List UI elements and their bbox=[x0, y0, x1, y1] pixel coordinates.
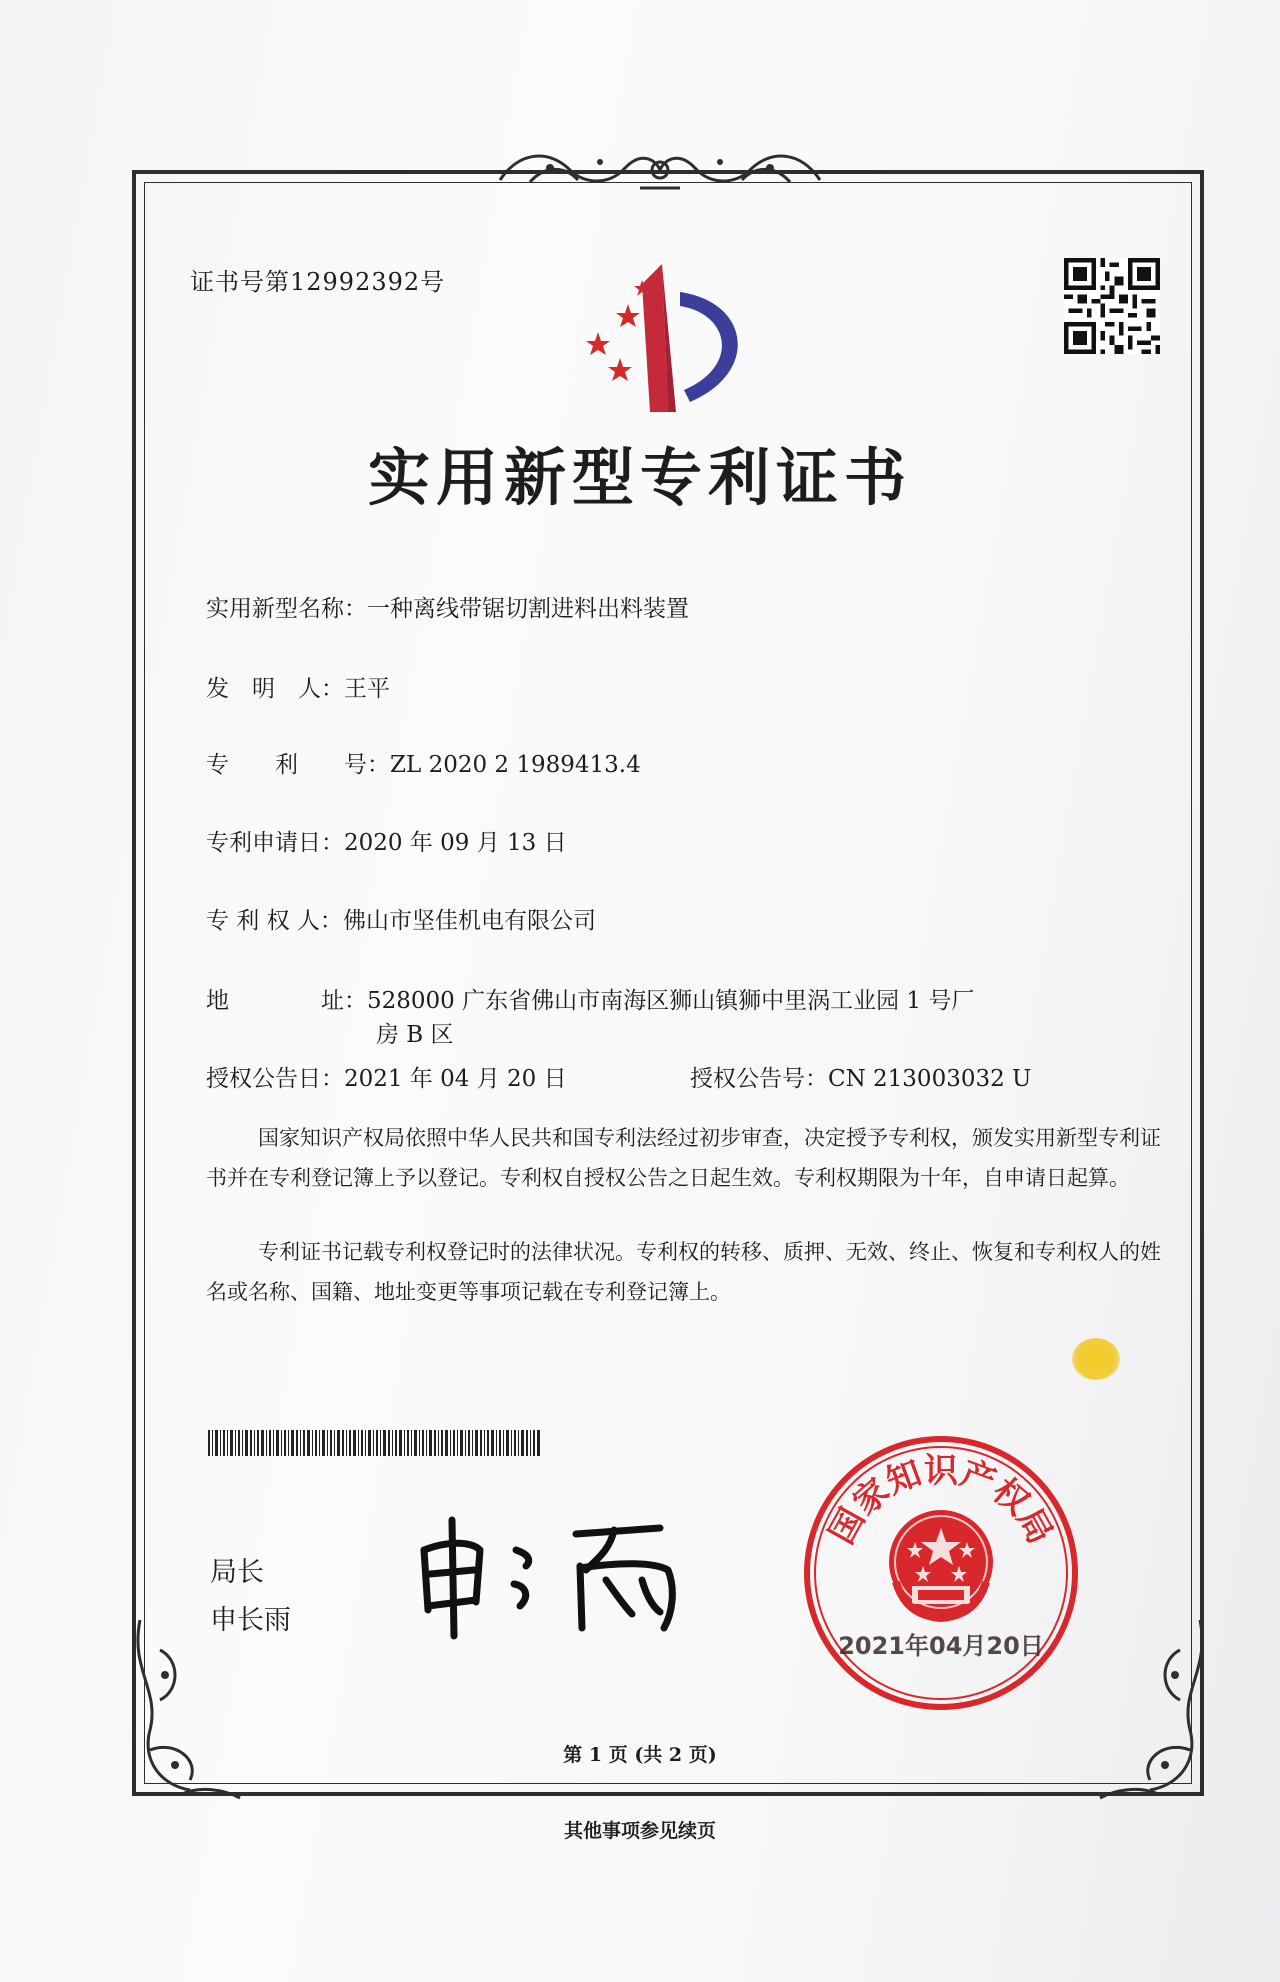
field-label: 发 明 人： bbox=[206, 676, 344, 702]
field-value: 2020 年 09 月 13 日 bbox=[344, 830, 567, 856]
seal-text: 国家知识产权局 bbox=[821, 1451, 1061, 1551]
qr-code-icon bbox=[1064, 258, 1160, 354]
field-label: 授权公告日： bbox=[206, 1066, 344, 1092]
field-label: 授权公告号： bbox=[690, 1066, 828, 1092]
field-value: CN 213003032 U bbox=[828, 1066, 1032, 1092]
signatory-name: 申长雨 bbox=[210, 1605, 291, 1636]
field-utility-model-name bbox=[206, 590, 689, 623]
handwritten-signature-icon bbox=[410, 1510, 700, 1640]
field-patentee bbox=[206, 902, 596, 935]
paper-stain bbox=[1072, 1338, 1120, 1380]
field-value: 王平 bbox=[344, 676, 390, 702]
field-address bbox=[206, 982, 974, 1015]
signatory-title: 局长 bbox=[210, 1557, 264, 1588]
bottom-left-corner-ornament-icon bbox=[120, 1610, 250, 1810]
field-grant-date bbox=[206, 1060, 567, 1093]
field-value: ZL 2020 2 1989413.4 bbox=[390, 752, 641, 778]
field-label: 实用新型名称： bbox=[206, 596, 367, 622]
field-inventor bbox=[206, 670, 390, 703]
field-application-date bbox=[206, 824, 567, 857]
barcode-icon bbox=[208, 1430, 540, 1456]
official-seal-icon bbox=[800, 1432, 1082, 1714]
field-value: 佛山市坚佳机电有限公司 bbox=[342, 908, 596, 934]
field-patent-number bbox=[206, 746, 641, 779]
address-line-2: 房 B 区 bbox=[376, 1022, 454, 1048]
field-label: 专利申请日： bbox=[206, 830, 344, 856]
statement-paragraph-1: 国家知识产权局依照中华人民共和国专利法经过初步审查，决定授予专利权，颁发实用新型专利证书并在专利登记簿上予以登记。专利权自授权公告之日起生效。专利权期限为十年，自申请日起算。 bbox=[206, 1126, 1161, 1190]
certificate-title: 实用新型专利证书 bbox=[367, 441, 912, 514]
footer-note: 其他事项参见续页 bbox=[563, 1820, 716, 1842]
field-value: 一种离线带锯切割进料出料装置 bbox=[367, 596, 689, 622]
field-grant-number bbox=[690, 1060, 1031, 1093]
seal-date: 2021年04月20日 bbox=[838, 1632, 1044, 1660]
top-ornament-icon bbox=[490, 140, 830, 200]
patent-office-logo-icon bbox=[580, 262, 770, 412]
field-value: 2021 年 04 月 20 日 bbox=[344, 1066, 567, 1092]
statement-paragraph-2: 专利证书记载专利权登记时的法律状况。专利权的转移、质押、无效、终止、恢复和专利权人的姓名或名称、国籍、地址变更等事项记载在专利登记簿上。 bbox=[206, 1240, 1161, 1304]
page-number: 第 1 页 (共 2 页) bbox=[563, 1744, 717, 1766]
field-label: 地 址： bbox=[206, 988, 367, 1014]
field-label: 专 利 权 人： bbox=[206, 908, 343, 934]
address-line-1: 528000 广东省佛山市南海区狮山镇狮中里涡工业园 1 号厂 bbox=[367, 988, 975, 1014]
field-label: 专 利 号： bbox=[206, 752, 390, 778]
bottom-right-corner-ornament-icon bbox=[1090, 1610, 1220, 1810]
certificate-number: 证书号第12992392号 bbox=[190, 268, 446, 296]
